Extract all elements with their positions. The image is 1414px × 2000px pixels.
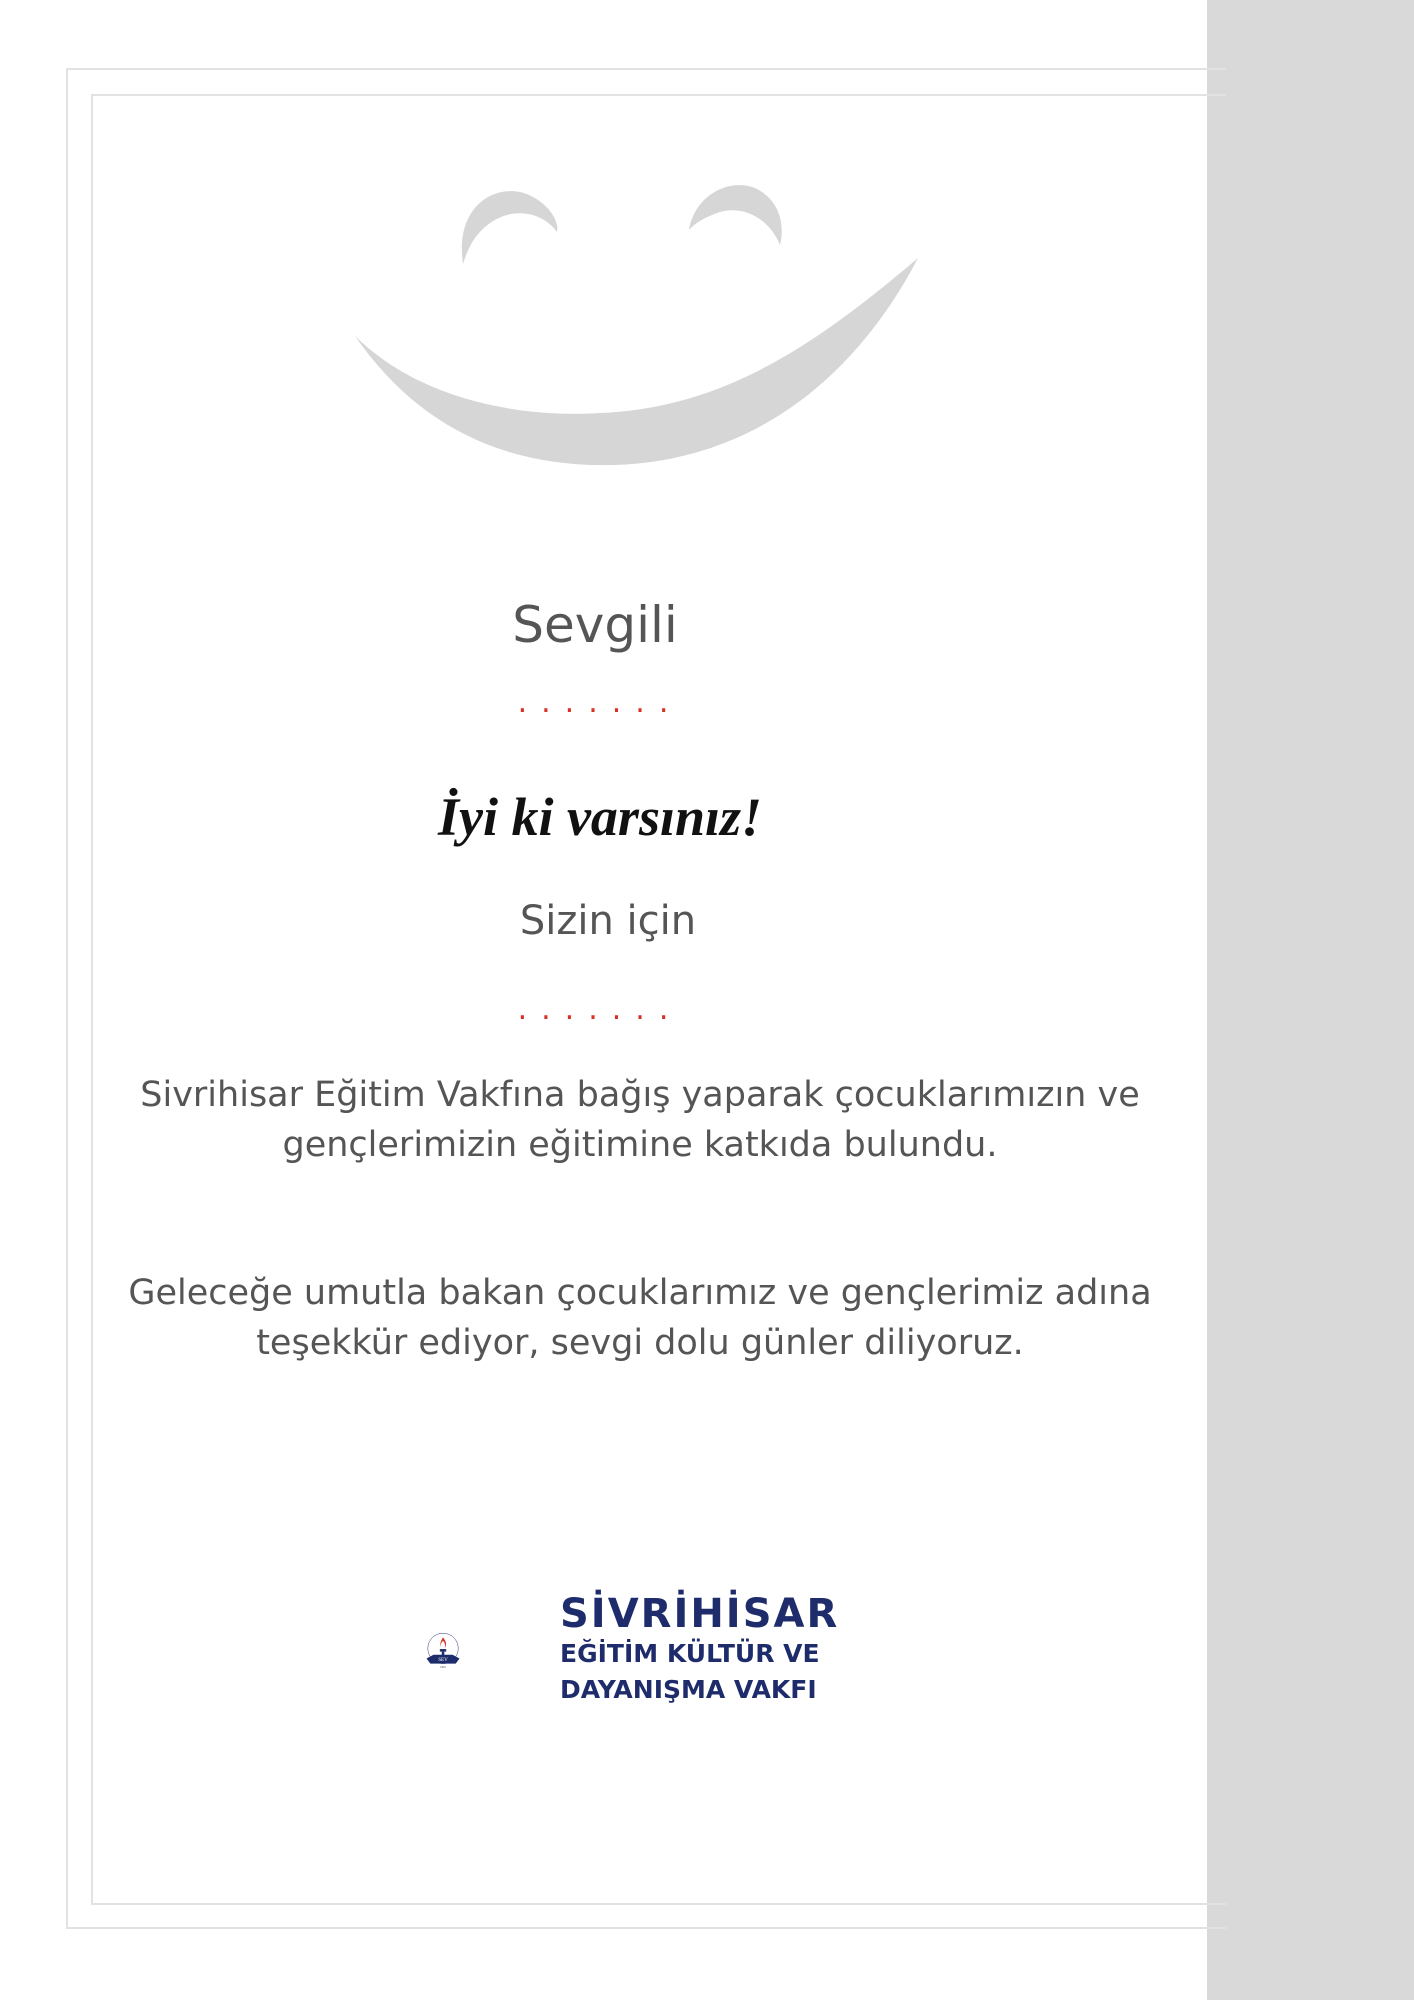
smiley-right-eye [689,185,782,245]
smiley-left-eye [462,191,558,264]
emblem-banner-text: SEV [438,1657,448,1664]
logo-subtitle-1: EĞİTİM KÜLTÜR VE [560,1639,820,1668]
emblem-flame [440,1637,446,1648]
for-you-label: Sizin için [519,898,697,944]
torch-emblem-icon [424,1585,554,1715]
greeting: Sevgili [512,596,678,654]
logo-title: SİVRİHİSAR [560,1591,840,1637]
logo-subtitle-2: DAYANIŞMA VAKFI [560,1675,817,1704]
donor-placeholder-dots: ....... [517,992,683,1027]
emblem-torch-cup [440,1649,446,1652]
side-panel [1207,0,1414,2000]
foundation-logo-text [560,1592,839,1708]
smiley-mouth [355,258,918,465]
smiley-face-icon [340,170,940,480]
thanks-paragraph: Geleceğe umutla bakan çocuklarımız ve gençlerimiz adına teşekkür ediyor, sevgi dolu günler diliyoruz. [128,1273,1152,1363]
recipient-placeholder-dots: ....... [517,685,683,720]
headline: İyi ki varsınız! [437,787,763,847]
emblem-year: 1991 [440,1665,446,1670]
donation-paragraph: Sivrihisar Eğitim Vakfına bağış yaparak çocuklarımızın ve gençlerimizin eğitimine katkıda bulundu. [140,1075,1140,1165]
